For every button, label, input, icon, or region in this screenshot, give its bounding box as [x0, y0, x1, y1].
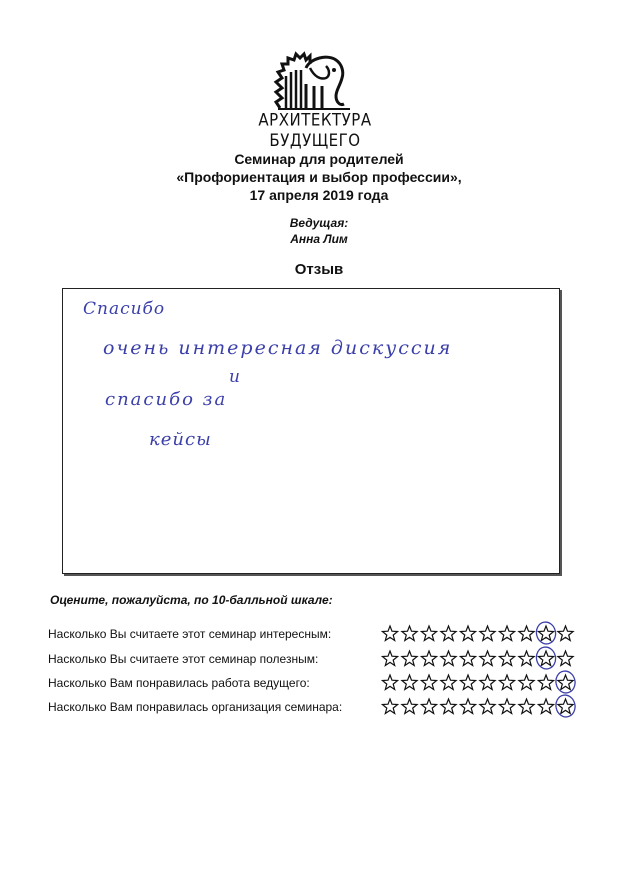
star-icon[interactable] [480, 675, 495, 690]
star-icon[interactable] [499, 675, 514, 690]
star-icon[interactable] [382, 626, 397, 641]
rating-instruction: Оцените, пожалуйста, по 10-балльной шкале: [50, 593, 333, 607]
star-icon[interactable] [402, 675, 417, 690]
star-icon[interactable] [382, 675, 397, 690]
star-icon[interactable] [441, 626, 456, 641]
star-icon[interactable] [382, 651, 397, 666]
rating-row-host [48, 674, 588, 694]
stars-svg [380, 646, 580, 672]
star-icon[interactable] [460, 651, 475, 666]
star-icon[interactable] [402, 651, 417, 666]
star-icon[interactable] [558, 699, 573, 714]
star-icon[interactable] [519, 675, 534, 690]
star-icon[interactable] [558, 675, 573, 690]
star-icon[interactable] [538, 626, 553, 641]
star-icon[interactable] [519, 699, 534, 714]
star-rating[interactable] [380, 621, 580, 647]
elephant-logo [270, 46, 370, 116]
logo-text: АРХИТЕКТУРА БУДУЩЕГО [258, 109, 372, 151]
seminar-date: 17 апреля 2019 года [249, 187, 389, 203]
star-icon[interactable] [480, 651, 495, 666]
star-icon[interactable] [460, 675, 475, 690]
handwritten-line: кейсы [149, 429, 212, 450]
star-icon[interactable] [558, 626, 573, 641]
star-icon[interactable] [441, 675, 456, 690]
question-text: Насколько Вы считаете этот семинар полезным: [48, 652, 319, 666]
star-icon[interactable] [499, 651, 514, 666]
star-icon[interactable] [382, 699, 397, 714]
question-text: Насколько Вы считаете этот семинар интересным: [48, 627, 332, 641]
seminar-title-line1: Семинар для родителей [234, 151, 404, 167]
review-text-box[interactable] [62, 288, 560, 574]
rating-row-interesting [48, 625, 588, 645]
star-rating[interactable] [380, 670, 580, 696]
star-icon[interactable] [499, 626, 514, 641]
star-icon[interactable] [421, 675, 436, 690]
star-icon[interactable] [538, 675, 553, 690]
star-icon[interactable] [460, 626, 475, 641]
handwritten-line: Спасибо [83, 299, 166, 319]
star-icon[interactable] [460, 699, 475, 714]
star-icon[interactable] [499, 699, 514, 714]
host-label: Ведущая: [289, 216, 349, 230]
star-icon[interactable] [441, 651, 456, 666]
handwritten-line: и [229, 367, 241, 387]
star-icon[interactable] [558, 651, 573, 666]
star-icon[interactable] [480, 699, 495, 714]
question-text: Насколько Вам понравилась работа ведущего: [48, 676, 310, 690]
rating-row-organization [48, 698, 588, 718]
host-name: Анна Лим [290, 232, 348, 246]
stars-svg [380, 670, 580, 696]
star-rating[interactable] [380, 694, 580, 720]
star-icon[interactable] [421, 699, 436, 714]
stars-svg [380, 694, 580, 720]
star-icon[interactable] [421, 626, 436, 641]
handwritten-line: спасибо за [105, 389, 228, 410]
seminar-title-line2: «Профориентация и выбор профессии», [176, 169, 462, 185]
stars-svg [380, 621, 580, 647]
question-text: Насколько Вам понравилась организация семинара: [48, 700, 343, 714]
rating-row-useful [48, 650, 588, 670]
star-icon[interactable] [402, 699, 417, 714]
star-icon[interactable] [480, 626, 495, 641]
star-icon[interactable] [538, 651, 553, 666]
star-rating[interactable] [380, 646, 580, 672]
star-icon[interactable] [538, 699, 553, 714]
star-icon[interactable] [402, 626, 417, 641]
handwritten-line: очень интересная дискуссия [103, 337, 453, 359]
star-icon[interactable] [519, 651, 534, 666]
star-icon[interactable] [421, 651, 436, 666]
review-title: Отзыв [294, 261, 344, 278]
star-icon[interactable] [441, 699, 456, 714]
star-icon[interactable] [519, 626, 534, 641]
